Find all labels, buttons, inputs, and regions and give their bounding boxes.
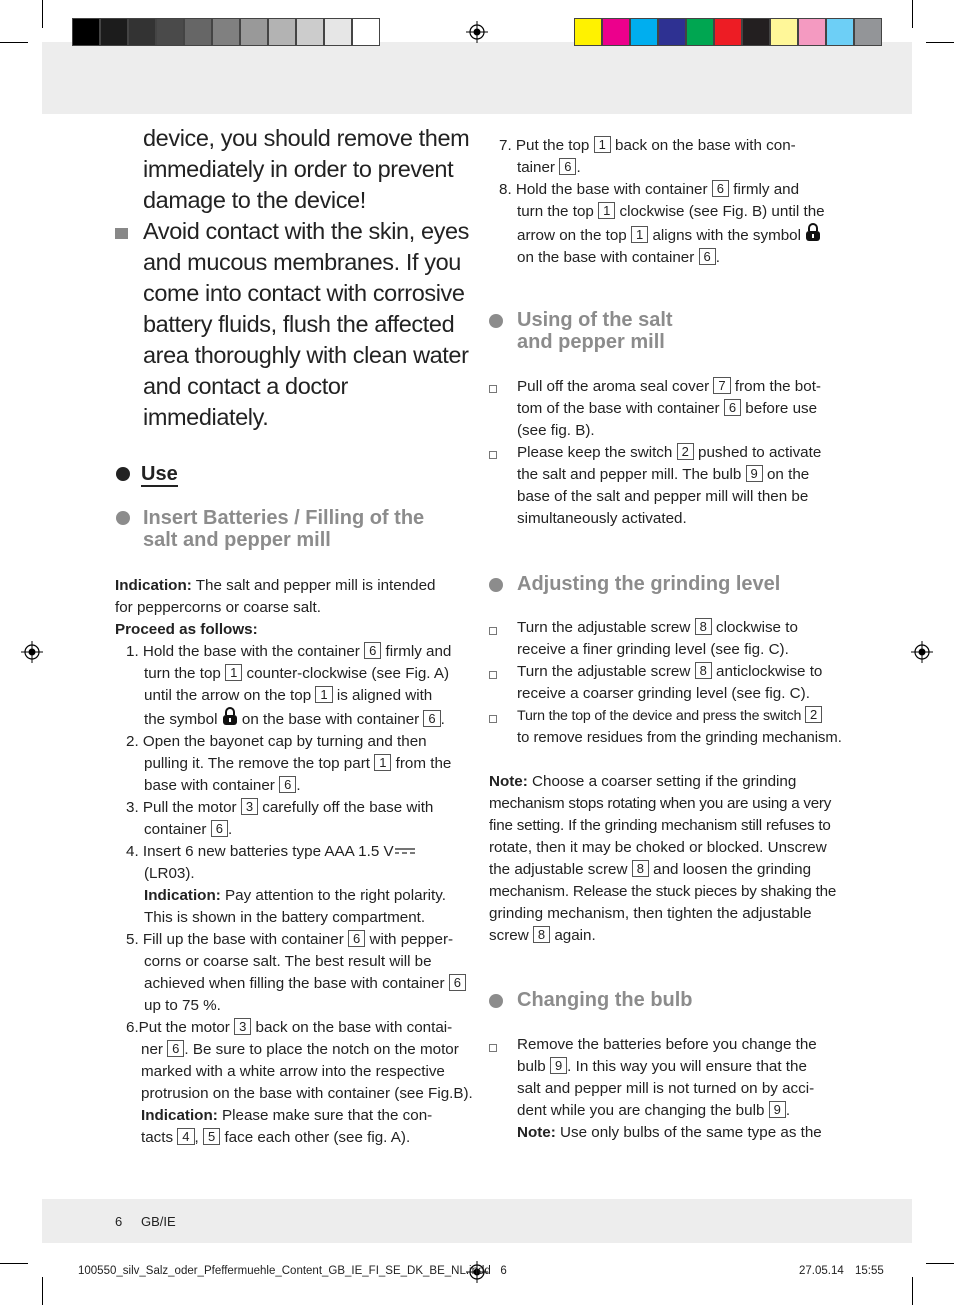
- swatch: [574, 18, 602, 46]
- text: back on the base with con-: [610, 137, 796, 154]
- text: The salt and pepper mill is intended: [191, 577, 436, 594]
- text: turn the top: [144, 665, 226, 682]
- text: tacts: [141, 1129, 178, 1146]
- crop-mark: [42, 1277, 43, 1305]
- crop-mark: [912, 1277, 913, 1305]
- print-time: 15:55: [855, 1265, 884, 1277]
- note-label: Note:: [517, 1124, 556, 1141]
- text: on the base with container: [237, 711, 424, 728]
- using-heading: [517, 309, 673, 353]
- text: . In this way you will ensure that the: [567, 1058, 807, 1075]
- bulb-item-line: [517, 1056, 847, 1078]
- text: until the arrow on the top: [144, 687, 316, 704]
- step-5: [115, 929, 470, 951]
- text-line: damage to the device!: [143, 187, 366, 213]
- crop-mark: [926, 42, 954, 43]
- note-paragraph: [489, 771, 849, 947]
- text: is aligned with: [332, 687, 433, 704]
- swatch: [72, 18, 100, 46]
- text: Turn the top of the device and press the switch: [517, 708, 805, 724]
- step-6: [115, 1017, 470, 1039]
- ref-number: 9: [550, 1057, 567, 1074]
- bullet-dot-icon: [489, 578, 503, 592]
- text: Turn the adjustable screw: [517, 619, 695, 636]
- step-3-line: [115, 819, 470, 841]
- using-item-1: [517, 376, 847, 398]
- ref-number: 9: [769, 1101, 786, 1118]
- ref-number: 6: [712, 180, 729, 197]
- step-6-line: [115, 1039, 470, 1061]
- text: Please make sure that the con-: [217, 1107, 433, 1124]
- ref-number: 8: [632, 860, 649, 877]
- text: achieved when filling the base with container: [144, 975, 449, 992]
- note-line: fine setting. If the grinding mechanism still refuses to: [489, 817, 831, 834]
- left-instructions: [115, 575, 473, 1149]
- text: on the: [762, 466, 810, 483]
- text: 1. Hold the base with the container: [126, 643, 365, 660]
- step-3: [115, 797, 470, 819]
- text: and loosen the grinding: [648, 861, 812, 878]
- swatch: [630, 18, 658, 46]
- registration-mark-icon: [21, 641, 43, 663]
- text-line: come into contact with corrosive: [143, 280, 465, 306]
- step-8: [489, 179, 844, 201]
- crop-mark: [0, 42, 28, 43]
- bulb-items: [517, 1034, 847, 1144]
- adjust-item-2-line: receive a coarser grinding level (see fig. C).: [517, 685, 810, 702]
- ref-number: 3: [234, 1018, 251, 1035]
- bulb-item-line: Remove the batteries before you change the: [517, 1036, 817, 1053]
- text: ner: [141, 1041, 168, 1058]
- ref-number: 8: [533, 926, 550, 943]
- page-number: 6: [115, 1214, 123, 1229]
- text-line: battery fluids, flush the affected: [143, 311, 455, 337]
- right-steps-7-8: [489, 135, 844, 269]
- step-6-indication: [115, 1105, 470, 1127]
- text: 6.Put the motor: [126, 1019, 235, 1036]
- step-8-line: [489, 201, 844, 223]
- text: with pepper-: [365, 931, 454, 948]
- text: before use: [741, 400, 818, 417]
- ref-number: 4: [177, 1128, 194, 1145]
- use-heading: Use: [141, 463, 178, 485]
- swatch: [686, 18, 714, 46]
- text: screw: [489, 927, 533, 944]
- heading-line: and pepper mill: [517, 331, 665, 353]
- indication-label: Indication:: [144, 887, 221, 904]
- grayscale-color-bar: [72, 18, 380, 46]
- text: Use only bulbs of the same type as the: [555, 1124, 822, 1141]
- checkbox-bullet-icon: [489, 671, 497, 679]
- step-4-indication: [115, 885, 470, 907]
- ref-number: 6: [423, 710, 440, 727]
- step-6-line: [115, 1127, 470, 1149]
- text: on the base with container: [517, 249, 699, 266]
- text: counter-clockwise (see Fig. A): [242, 665, 450, 682]
- text: Pay attention to the right polarity.: [220, 887, 446, 904]
- text: .: [715, 249, 720, 266]
- text: pushed to activate: [693, 444, 822, 461]
- using-item-2-line: [517, 464, 847, 486]
- step-5-line: corns or coarse salt. The best result will be: [144, 953, 432, 970]
- step-7-line: [489, 157, 844, 179]
- checkbox-bullet-icon: [489, 451, 497, 459]
- text-line: for peppercorns or coarse salt.: [115, 599, 321, 616]
- indication-label: Indication:: [115, 577, 192, 594]
- swatch: [826, 18, 854, 46]
- swatch: [268, 18, 296, 46]
- text: again.: [550, 927, 596, 944]
- text: turn the top: [517, 203, 599, 220]
- text: ,: [194, 1129, 203, 1146]
- language-code: GB/IE: [141, 1214, 176, 1229]
- note-line: grinding mechanism, then tighten the adjustable: [489, 905, 812, 922]
- step-2-line: [115, 753, 470, 775]
- indication-paragraph: [115, 575, 470, 597]
- text: carefully off the base with: [258, 799, 434, 816]
- ref-number: 8: [695, 662, 712, 679]
- heading-line: Insert Batteries / Filling of the: [143, 507, 425, 529]
- process-color-bar: [574, 18, 882, 46]
- text: pulling it. The remove the top part: [144, 755, 375, 772]
- heading-line: Using of the salt: [517, 309, 673, 331]
- ref-number: 6: [279, 776, 296, 793]
- note-line: mechanism. Release the stuck pieces by shaking the: [489, 883, 837, 900]
- adjust-item-1-line: receive a finer grinding level (see fig. C).: [517, 641, 789, 658]
- ref-number: 8: [695, 618, 712, 635]
- crop-mark: [42, 0, 43, 28]
- text: the salt and pepper mill. The bulb: [517, 466, 746, 483]
- battery-warning-text: [143, 123, 473, 433]
- checkbox-bullet-icon: [489, 715, 497, 723]
- step-1-line: [115, 685, 470, 707]
- swatch: [352, 18, 380, 46]
- swatch: [770, 18, 798, 46]
- ref-number: 6: [364, 642, 381, 659]
- swatch: [240, 18, 268, 46]
- adjusting-heading: Adjusting the grinding level: [517, 573, 781, 595]
- text: face each other (see fig. A).: [220, 1129, 411, 1146]
- using-item-1-line: [517, 398, 847, 420]
- swatch: [714, 18, 742, 46]
- step-1-line: [115, 663, 470, 685]
- file-name: 100550_silv_Salz_oder_Pfeffermuehle_Content_GB_IE_FI_SE_DK_BE_NL.indd 6: [78, 1265, 507, 1277]
- text: firmly and: [381, 643, 452, 660]
- text: 4. Insert 6 new batteries type AAA 1.5 V: [126, 843, 394, 860]
- swatch: [296, 18, 324, 46]
- indication-label: Indication:: [141, 1107, 218, 1124]
- text: clockwise to: [711, 619, 798, 636]
- text-line: immediately in order to prevent: [143, 156, 454, 182]
- swatch: [602, 18, 630, 46]
- bullet-dot-icon: [116, 511, 130, 525]
- ref-number: 9: [746, 465, 763, 482]
- using-item-1-line: (see fig. B).: [517, 422, 595, 439]
- step-5-line: [115, 973, 470, 995]
- ref-number: 2: [677, 443, 694, 460]
- text-line: device, you should remove them: [143, 125, 470, 151]
- ref-number: 6: [449, 974, 466, 991]
- swatch: [742, 18, 770, 46]
- bulb-note: [517, 1122, 847, 1144]
- step-1-line: [115, 707, 470, 731]
- text: Choose a coarser setting if the grinding: [527, 773, 797, 790]
- text: .: [296, 777, 301, 794]
- ref-number: 6: [699, 248, 716, 265]
- checkbox-bullet-icon: [489, 1044, 497, 1052]
- step-1: [115, 641, 470, 663]
- text: container: [144, 821, 211, 838]
- swatch: [798, 18, 826, 46]
- note-line: mechanism stops rotating when you are using a very: [489, 795, 832, 812]
- step-8-line: [489, 223, 844, 247]
- text: .: [440, 711, 445, 728]
- using-items: [517, 376, 847, 530]
- text: .: [227, 821, 233, 838]
- adjusting-items: [517, 617, 847, 749]
- swatch: [100, 18, 128, 46]
- text: Turn the adjustable screw: [517, 663, 695, 680]
- ref-number: 1: [374, 754, 391, 771]
- checkbox-bullet-icon: [489, 627, 497, 635]
- adjust-item-3-line: to remove residues from the grinding mechanism.: [517, 730, 842, 746]
- ref-number: 6: [167, 1040, 184, 1057]
- swatch: [212, 18, 240, 46]
- text: 7. Put the top: [499, 137, 594, 154]
- step-6-line: marked with a white arrow into the respective: [141, 1063, 445, 1080]
- text: from the bot-: [730, 378, 821, 395]
- text-line: area thoroughly with clean water: [143, 342, 469, 368]
- swatch: [854, 18, 882, 46]
- registration-mark-icon: [911, 641, 933, 663]
- crop-mark: [0, 1263, 28, 1264]
- ref-number: 6: [559, 158, 576, 175]
- bullet-dot-icon: [489, 994, 503, 1008]
- note-line: [489, 925, 849, 947]
- text: tom of the base with container: [517, 400, 724, 417]
- ref-number: 3: [241, 798, 258, 815]
- proceed-label: Proceed as follows:: [115, 621, 258, 638]
- ref-number: 1: [594, 136, 611, 153]
- ref-number: 6: [724, 399, 741, 416]
- step-7: [489, 135, 844, 157]
- step-4: [115, 841, 470, 863]
- bullet-dot-icon: [489, 314, 503, 328]
- crop-mark: [912, 0, 913, 28]
- step-2: 2. Open the bayonet cap by turning and then: [126, 733, 427, 750]
- step-4-line: (LR03).: [144, 865, 195, 882]
- text: back on the base with contai-: [251, 1019, 453, 1036]
- bulb-item-line: [517, 1100, 847, 1122]
- swatch: [128, 18, 156, 46]
- text: Please keep the switch: [517, 444, 677, 461]
- step-6-line: protrusion on the base with container (see Fig.B).: [141, 1085, 473, 1102]
- swatch: [324, 18, 352, 46]
- text: . Be sure to place the notch on the motor: [184, 1041, 459, 1058]
- lock-icon: [805, 223, 821, 241]
- header-band: [42, 42, 912, 114]
- text: Pull off the aroma seal cover: [517, 378, 714, 395]
- bullet-dot-icon: [116, 467, 130, 481]
- text: aligns with the symbol: [648, 227, 802, 244]
- dc-symbol-icon: [394, 846, 416, 856]
- step-8-line: [489, 247, 844, 269]
- swatch: [184, 18, 212, 46]
- note-line: [489, 859, 849, 881]
- adjust-item-2: [517, 661, 847, 683]
- ref-number: 1: [631, 226, 648, 243]
- using-item-2-line: base of the salt and pepper mill will then be: [517, 488, 809, 505]
- ref-number: 2: [805, 706, 822, 723]
- text: base with container: [144, 777, 280, 794]
- note-label: Note:: [489, 773, 528, 790]
- ref-number: 7: [713, 377, 730, 394]
- text: 5. Fill up the base with container: [126, 931, 349, 948]
- adjust-item-3: [517, 705, 847, 727]
- bulb-item-line: salt and pepper mill is not turned on by acci-: [517, 1080, 815, 1097]
- changing-bulb-heading: Changing the bulb: [517, 989, 693, 1011]
- adjust-item-1: [517, 617, 847, 639]
- text: anticlockwise to: [711, 663, 823, 680]
- text: clockwise (see Fig. B) until the: [615, 203, 825, 220]
- text-line: and contact a doctor immediately.: [143, 373, 348, 430]
- text: tainer: [517, 159, 560, 176]
- print-date: 27.05.14: [799, 1265, 844, 1277]
- ref-number: 6: [211, 820, 228, 837]
- text: bulb: [517, 1058, 550, 1075]
- swatch: [658, 18, 686, 46]
- ref-number: 1: [315, 686, 332, 703]
- heading-line: salt and pepper mill: [143, 529, 331, 551]
- swatch: [156, 18, 184, 46]
- text: 3. Pull the motor: [126, 799, 241, 816]
- ref-number: 6: [348, 930, 365, 947]
- checkbox-bullet-icon: [489, 385, 497, 393]
- text: the symbol: [144, 711, 222, 728]
- text: the adjustable screw: [489, 861, 632, 878]
- ref-number: 5: [203, 1128, 220, 1145]
- registration-mark-icon: [466, 21, 488, 43]
- text: arrow on the top: [517, 227, 631, 244]
- text: from the: [391, 755, 452, 772]
- text: .: [785, 1102, 791, 1119]
- step-2-line: [115, 775, 470, 797]
- text: 8. Hold the base with container: [499, 181, 712, 198]
- ref-number: 1: [225, 664, 242, 681]
- square-bullet-icon: [115, 228, 128, 239]
- using-item-2: [517, 442, 847, 464]
- using-item-2-line: simultaneously activated.: [517, 510, 687, 527]
- step-4-line: This is shown in the battery compartment.: [144, 909, 426, 926]
- text-line: Avoid contact with the skin, eyes: [143, 218, 469, 244]
- text: dent while you are changing the bulb: [517, 1102, 769, 1119]
- lock-icon: [222, 707, 238, 725]
- note-line: rotate, then it may be choked or blocked. Unscrew: [489, 839, 827, 856]
- step-5-line: up to 75 %.: [144, 997, 221, 1014]
- text: .: [576, 159, 581, 176]
- insert-batteries-heading: [143, 507, 473, 551]
- text: firmly and: [729, 181, 800, 198]
- text-line: and mucous membranes. If you: [143, 249, 461, 275]
- crop-mark: [926, 1263, 954, 1264]
- ref-number: 1: [598, 202, 615, 219]
- note-line: [489, 771, 849, 793]
